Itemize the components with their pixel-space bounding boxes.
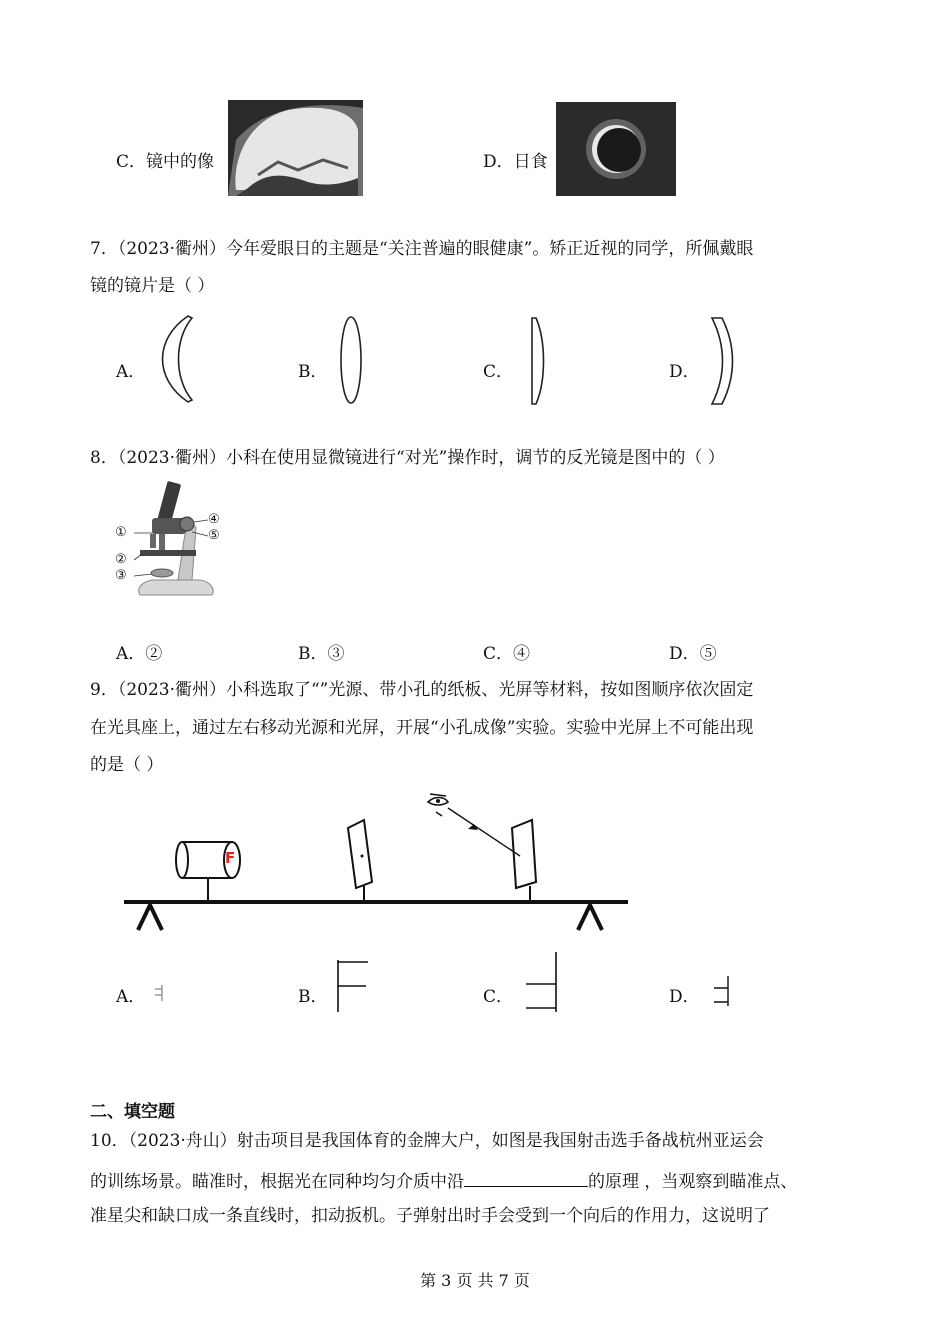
q9-option-a-shape	[152, 984, 166, 1006]
q9-option-d-label: D．	[669, 987, 700, 1007]
q8-label-5: ⑤	[208, 528, 220, 543]
q10-line2-pre: 的训练场景。瞄准时，根据光在同种均匀介质中沿	[90, 1172, 464, 1192]
q10-line1: 10．（2023·舟山）射击项目是我国体育的金牌大户，如图是我国射击选手备战杭州亚运会	[90, 1131, 764, 1151]
q9-option-b-label: B．	[298, 987, 328, 1007]
q7-lens-b-icon	[338, 316, 368, 410]
q8-option-b: B．③	[298, 644, 345, 664]
q7-option-b-label: B．	[298, 362, 328, 382]
q9-option-a-label: A．	[116, 987, 146, 1007]
section-heading: 二、填空题	[90, 1102, 175, 1122]
q8-option-d: D．⑤	[669, 644, 717, 664]
q8-label-2: ②	[115, 552, 127, 567]
q8-option-a: A．②	[116, 644, 163, 664]
q8-label-4: ④	[208, 512, 220, 527]
q9-light-source-glyph: F	[225, 849, 236, 867]
q10-line3: 准星尖和缺口成一条直线时，扣动扳机。子弹射出时手会受到一个向后的作用力，这说明了	[90, 1206, 770, 1226]
q9-stem-line2: 在光具座上，通过左右移动光源和光屏，开展“小孔成像”实验。实验中光屏上不可能出现	[90, 718, 754, 738]
q9-stem-line1: 9．（2023·衢州）小科选取了“”光源、带小孔的纸板、光屏等材料，按如图顺序依次固定	[90, 680, 754, 700]
q9-option-c-label: C．	[483, 987, 514, 1007]
q8-stem: 8．（2023·衢州）小科在使用显微镜进行“对光”操作时，调节的反光镜是图中的（ ）	[90, 448, 725, 468]
q7-lens-d-icon	[708, 316, 738, 410]
q9-optical-bench-figure	[122, 790, 632, 935]
q10-answer-blank[interactable]	[464, 1170, 588, 1187]
q6-eclipse-image	[556, 102, 676, 196]
page-footer: 第 3 页 共 7 页	[420, 1271, 530, 1290]
q7-option-d-label: D．	[669, 362, 700, 382]
q9-option-c-shape	[520, 950, 562, 1018]
q7-option-c-label: C．	[483, 362, 514, 382]
q9-option-b-shape	[334, 958, 374, 1018]
q7-lens-a-icon	[160, 314, 200, 408]
q10-line2-post: 的原理 ，当观察到瞄准点、	[588, 1172, 798, 1192]
q6-mirror-image	[228, 100, 363, 196]
q7-option-a-label: A．	[116, 362, 146, 382]
q6-option-c-label: C．镜中的像	[116, 152, 215, 172]
q6-option-d-label: D．日食	[483, 152, 548, 172]
q9-option-d-shape	[708, 974, 734, 1012]
q7-stem-line2: 镜的镜片是（ ）	[90, 276, 215, 296]
q8-label-1: ①	[115, 525, 127, 540]
q10-line2	[90, 1170, 797, 1191]
q8-label-3: ③	[115, 568, 127, 583]
q7-lens-c-icon	[524, 316, 554, 410]
q8-option-c: C．④	[483, 644, 531, 664]
q7-stem-line1: 7．（2023·衢州）今年爱眼日的主题是“关注普遍的眼健康”。矫正近视的同学，所佩戴眼	[90, 239, 754, 259]
q9-stem-line3: 的是（ ）	[90, 755, 164, 775]
